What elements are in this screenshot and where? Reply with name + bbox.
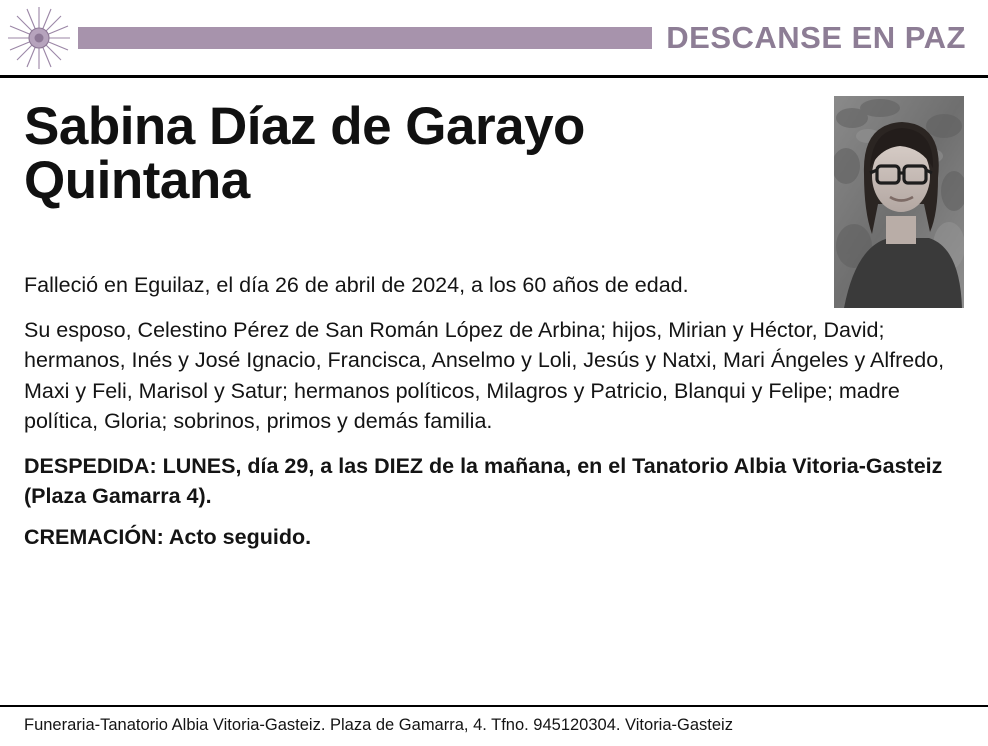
family-line: Su esposo, Celestino Pérez de San Román López de Arbina; hijos, Mirian y Héctor, David; hermanos, Inés y José Ignacio, Francisca, Anselmo y Loli, Jesús y Natxi, Mari Ángeles y Alfredo, Maxi y Feli, Marisol y Satur; hermanos políticos, Milagros y Patricio, Blanqui y Felipe; madre política, Gloria; sobrinos, primos y demás familia. — [24, 317, 945, 434]
banner-title: DESCANSE EN PAZ — [666, 19, 966, 55]
cremation-line: CREMACIÓN: Acto seguido. — [24, 524, 312, 549]
banner-ribbon — [78, 27, 652, 49]
portrait-photo — [834, 96, 964, 308]
footer — [0, 705, 988, 746]
flower-ornament-icon — [0, 2, 78, 74]
farewell-line: DESPEDIDA: LUNES, día 29, a las DIEZ de la mañana, en el Tanatorio Albia Vitoria-Gasteiz (Plaza Gamarra 4). — [24, 453, 943, 509]
deceased-name: Sabina Díaz de Garayo Quintana — [24, 97, 585, 211]
name-block — [24, 96, 964, 256]
notice-paragraphs — [24, 270, 964, 552]
death-line: Falleció en Eguilaz, el día 26 de abril de 2024, a los 60 años de edad. — [24, 273, 689, 297]
banner — [0, 0, 988, 78]
notice-content — [0, 78, 988, 552]
footer-text: Funeraria-Tanatorio Albia Vitoria-Gasteiz. Plaza de Gamarra, 4. Tfno. 945120304. Vitoria-Gasteiz — [24, 715, 733, 734]
